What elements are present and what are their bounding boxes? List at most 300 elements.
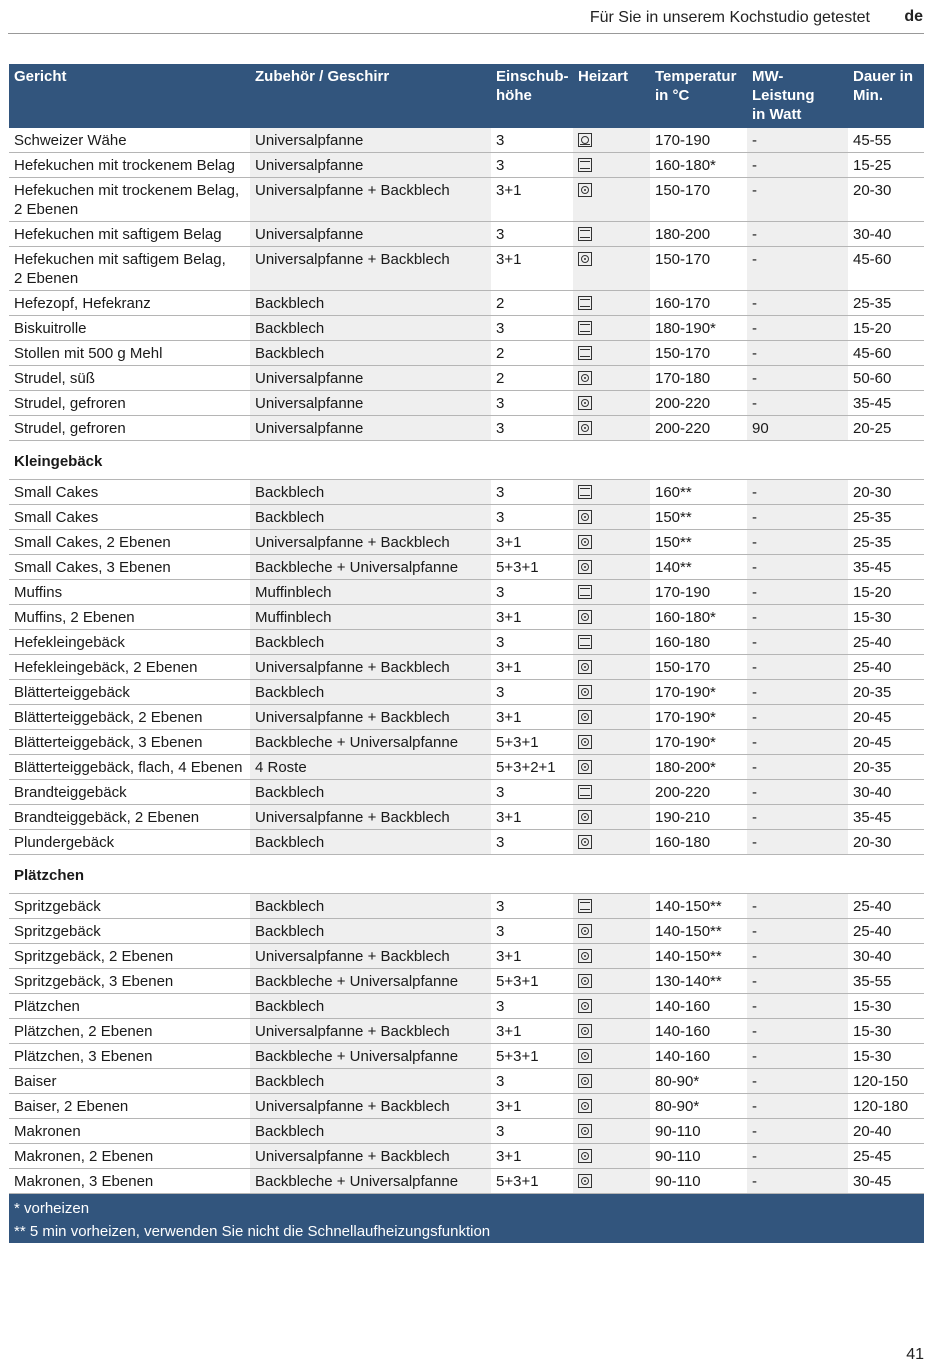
column-duration-cell: 30-45 (848, 1169, 924, 1194)
column-heating-type-cell (573, 969, 650, 994)
column-microwave-power-cell: - (747, 780, 848, 805)
column-duration-cell: 20-45 (848, 705, 924, 730)
column-dish-cell: Hefekuchen mit trockenem Belag (9, 153, 250, 178)
section-heading-row (9, 855, 924, 894)
table-row (9, 291, 924, 316)
pizza-icon (578, 133, 592, 147)
column-heating-type-cell (573, 480, 650, 505)
column-temperature-cell: 200-220 (650, 780, 747, 805)
column-temperature-cell: 90-110 (650, 1169, 747, 1194)
column-duration-cell: 15-30 (848, 1044, 924, 1069)
column-temperature-cell: 140-160 (650, 1044, 747, 1069)
table-row (9, 555, 924, 580)
column-duration-cell: 25-40 (848, 655, 924, 680)
hotair-icon (578, 510, 592, 524)
column-dish-cell: Biskuitrolle (9, 316, 250, 341)
column-microwave-power-cell: - (747, 944, 848, 969)
column-heating-type-cell (573, 128, 650, 153)
table-row (9, 805, 924, 830)
footnote-row (9, 1194, 924, 1244)
column-duration-cell: 25-40 (848, 919, 924, 944)
column-heating-type-cell (573, 894, 650, 919)
hotair-icon (578, 1124, 592, 1138)
column-shelf-level-cell: 3+1 (491, 655, 573, 680)
column-temperature-cell: 170-180 (650, 366, 747, 391)
column-microwave-power-cell: - (747, 705, 848, 730)
table-row (9, 755, 924, 780)
column-duration-cell: 25-35 (848, 291, 924, 316)
column-shelf-level-cell: 3 (491, 316, 573, 341)
hotair-icon (578, 560, 592, 574)
column-microwave-power-cell: - (747, 605, 848, 630)
hotair-icon (578, 949, 592, 963)
topbottom-icon (578, 485, 592, 499)
column-dish-cell: Stollen mit 500 g Mehl (9, 341, 250, 366)
column-dish-cell: Plätzchen, 3 Ebenen (9, 1044, 250, 1069)
footnotes-cell (9, 1194, 924, 1244)
table-header-row (9, 64, 924, 128)
column-microwave-power-cell: - (747, 247, 848, 291)
column-duration-cell: 20-45 (848, 730, 924, 755)
table-row (9, 1169, 924, 1194)
column-dish-cell: Plundergebäck (9, 830, 250, 855)
column-duration-cell: 20-35 (848, 755, 924, 780)
column-heating-type-cell (573, 630, 650, 655)
column-microwave-power-cell: - (747, 630, 848, 655)
column-dish-cell: Small Cakes, 2 Ebenen (9, 530, 250, 555)
column-shelf-level-cell: 3 (491, 153, 573, 178)
column-shelf-level-cell: 2 (491, 366, 573, 391)
column-shelf-level-cell: 5+3+1 (491, 555, 573, 580)
column-duration-cell: 20-30 (848, 178, 924, 222)
column-accessory-cell: Backblech (250, 341, 491, 366)
hotair-icon (578, 760, 592, 774)
column-accessory-cell: Universalpfanne + Backblech (250, 805, 491, 830)
column-heating-type-cell (573, 341, 650, 366)
table-row (9, 1094, 924, 1119)
column-accessory-header: Zubehör / Geschirr (250, 64, 491, 128)
hotair-icon (578, 371, 592, 385)
page-header (0, 8, 950, 30)
column-accessory-cell: Backbleche + Universalpfanne (250, 1169, 491, 1194)
hotair-icon (578, 421, 592, 435)
column-heating-type-cell (573, 1144, 650, 1169)
column-dish-cell: Baiser (9, 1069, 250, 1094)
section-heading: Kleingebäck (9, 441, 924, 480)
column-microwave-power-cell: - (747, 530, 848, 555)
column-heating-type-cell (573, 605, 650, 630)
table-row (9, 391, 924, 416)
hotair-icon (578, 735, 592, 749)
column-duration-cell: 35-45 (848, 391, 924, 416)
column-accessory-cell: Universalpfanne (250, 366, 491, 391)
column-temperature-cell: 170-190* (650, 680, 747, 705)
topbottom-icon (578, 585, 592, 599)
column-duration-cell: 15-30 (848, 1019, 924, 1044)
column-dish-cell: Brandteiggebäck (9, 780, 250, 805)
column-temperature-cell: 160-180 (650, 830, 747, 855)
column-heating-type-cell (573, 153, 650, 178)
hotair-icon (578, 1149, 592, 1163)
table-row (9, 605, 924, 630)
column-heating-type-cell (573, 755, 650, 780)
column-temperature-cell: 170-190* (650, 730, 747, 755)
column-dish-cell: Hefekleingebäck (9, 630, 250, 655)
table-row (9, 919, 924, 944)
column-shelf-level-cell: 2 (491, 291, 573, 316)
page-header-title: Für Sie in unserem Kochstudio getestet (589, 9, 870, 26)
column-temperature-cell: 150-170 (650, 341, 747, 366)
column-shelf-level-cell: 3 (491, 830, 573, 855)
column-accessory-cell: Universalpfanne + Backblech (250, 944, 491, 969)
column-accessory-cell: Universalpfanne + Backblech (250, 1019, 491, 1044)
column-shelf-level-cell: 3+1 (491, 705, 573, 730)
column-duration-cell: 30-40 (848, 222, 924, 247)
column-dish-cell: Small Cakes (9, 480, 250, 505)
column-microwave-power-cell: - (747, 555, 848, 580)
hotair-icon (578, 924, 592, 938)
column-temperature-cell: 150** (650, 530, 747, 555)
column-heating-type-cell (573, 830, 650, 855)
column-temperature-cell: 160-180* (650, 153, 747, 178)
column-heating-type-cell (573, 705, 650, 730)
column-dish-cell: Spritzgebäck (9, 894, 250, 919)
table-row (9, 1019, 924, 1044)
page-number: 41 (906, 1346, 924, 1363)
column-dish-cell: Spritzgebäck, 2 Ebenen (9, 944, 250, 969)
column-microwave-power-cell: - (747, 341, 848, 366)
column-accessory-cell: Muffinblech (250, 605, 491, 630)
column-duration-cell: 25-35 (848, 505, 924, 530)
column-dish-cell: Strudel, süß (9, 366, 250, 391)
column-temperature-cell: 140** (650, 555, 747, 580)
column-microwave-power-cell: - (747, 680, 848, 705)
column-microwave-power-cell: - (747, 1119, 848, 1144)
column-dish-cell: Schweizer Wähe (9, 128, 250, 153)
table-row (9, 580, 924, 605)
column-temperature-cell: 150-170 (650, 247, 747, 291)
column-accessory-cell: Backblech (250, 919, 491, 944)
column-shelf-level-cell: 3 (491, 680, 573, 705)
column-duration-cell: 25-40 (848, 894, 924, 919)
table-body (9, 128, 924, 1194)
column-microwave-power-cell: - (747, 391, 848, 416)
topbottom-icon (578, 346, 592, 360)
column-dish-cell: Hefekuchen mit saftigem Belag (9, 222, 250, 247)
column-dish-cell: Blätterteiggebäck (9, 680, 250, 705)
column-microwave-power-cell: - (747, 580, 848, 605)
column-heating-type-cell (573, 680, 650, 705)
column-shelf-level-cell: 3 (491, 416, 573, 441)
column-heating-type-cell (573, 1069, 650, 1094)
column-microwave-power-cell: - (747, 1019, 848, 1044)
table-row (9, 128, 924, 153)
column-heating-type-cell (573, 1169, 650, 1194)
table-row (9, 247, 924, 291)
column-accessory-cell: Universalpfanne (250, 416, 491, 441)
table-row (9, 780, 924, 805)
column-duration-cell: 20-25 (848, 416, 924, 441)
column-duration-cell: 25-45 (848, 1144, 924, 1169)
column-duration-cell: 50-60 (848, 366, 924, 391)
footnote-preheat: * vorheizen (14, 1200, 90, 1217)
column-duration-cell: 35-45 (848, 805, 924, 830)
column-microwave-power-header: MW-Leistung in Watt (747, 64, 848, 128)
column-microwave-power-cell: - (747, 894, 848, 919)
column-heating-type-cell (573, 505, 650, 530)
column-microwave-power-cell: - (747, 730, 848, 755)
column-shelf-level-cell: 3+1 (491, 247, 573, 291)
column-microwave-power-cell: - (747, 505, 848, 530)
table-row (9, 830, 924, 855)
column-accessory-cell: Backblech (250, 630, 491, 655)
column-duration-cell: 15-30 (848, 994, 924, 1019)
column-duration-cell: 120-180 (848, 1094, 924, 1119)
column-accessory-cell: Backblech (250, 505, 491, 530)
column-shelf-level-cell: 3 (491, 630, 573, 655)
column-temperature-cell: 150** (650, 505, 747, 530)
column-shelf-level-cell: 3 (491, 480, 573, 505)
column-accessory-cell: Backblech (250, 994, 491, 1019)
hotair-icon (578, 610, 592, 624)
column-dish-cell: Small Cakes, 3 Ebenen (9, 555, 250, 580)
column-dish-cell: Baiser, 2 Ebenen (9, 1094, 250, 1119)
column-dish-cell: Small Cakes (9, 505, 250, 530)
column-duration-cell: 15-20 (848, 316, 924, 341)
column-accessory-cell: Universalpfanne + Backblech (250, 705, 491, 730)
hotair-icon (578, 1049, 592, 1063)
column-microwave-power-cell: - (747, 366, 848, 391)
column-microwave-power-cell: - (747, 316, 848, 341)
table-row (9, 153, 924, 178)
column-microwave-power-cell: 90 (747, 416, 848, 441)
column-dish-cell: Plätzchen, 2 Ebenen (9, 1019, 250, 1044)
column-shelf-level-cell: 3 (491, 222, 573, 247)
column-accessory-cell: Backbleche + Universalpfanne (250, 969, 491, 994)
hotair-icon (578, 252, 592, 266)
table-row (9, 1069, 924, 1094)
hotair-icon (578, 1074, 592, 1088)
column-dish-cell: Hefekleingebäck, 2 Ebenen (9, 655, 250, 680)
column-duration-cell: 20-30 (848, 480, 924, 505)
table-row (9, 1144, 924, 1169)
column-microwave-power-cell: - (747, 655, 848, 680)
column-temperature-cell: 90-110 (650, 1119, 747, 1144)
column-shelf-level-cell: 3 (491, 780, 573, 805)
column-accessory-cell: Universalpfanne + Backblech (250, 655, 491, 680)
topbottom-icon (578, 296, 592, 310)
column-temperature-cell: 90-110 (650, 1144, 747, 1169)
table-row (9, 680, 924, 705)
column-microwave-power-cell: - (747, 1094, 848, 1119)
column-microwave-power-cell: - (747, 830, 848, 855)
column-shelf-level-cell: 3 (491, 128, 573, 153)
column-shelf-level-cell: 5+3+1 (491, 1169, 573, 1194)
column-dish-header: Gericht (9, 64, 250, 128)
column-temperature-cell: 140-150** (650, 944, 747, 969)
column-microwave-power-cell: - (747, 755, 848, 780)
column-dish-cell: Plätzchen (9, 994, 250, 1019)
column-dish-cell: Blätterteiggebäck, 2 Ebenen (9, 705, 250, 730)
column-temperature-cell: 180-200 (650, 222, 747, 247)
column-temperature-cell: 140-150** (650, 919, 747, 944)
table-row (9, 730, 924, 755)
column-heating-type-cell (573, 805, 650, 830)
column-heating-type-cell (573, 555, 650, 580)
column-shelf-level-cell: 3+1 (491, 944, 573, 969)
column-heating-type-cell (573, 1094, 650, 1119)
hotair-icon (578, 396, 592, 410)
column-shelf-level-cell: 3 (491, 994, 573, 1019)
column-heating-type-cell (573, 780, 650, 805)
column-heating-type-cell (573, 994, 650, 1019)
table-row (9, 316, 924, 341)
column-duration-cell: 30-40 (848, 944, 924, 969)
column-duration-cell: 15-25 (848, 153, 924, 178)
table-row (9, 530, 924, 555)
column-shelf-level-cell: 3 (491, 894, 573, 919)
column-accessory-cell: Backblech (250, 291, 491, 316)
hotair-icon (578, 999, 592, 1013)
column-shelf-level-cell: 3 (491, 391, 573, 416)
table-row (9, 480, 924, 505)
column-shelf-level-cell: 5+3+1 (491, 730, 573, 755)
column-heating-type-cell (573, 366, 650, 391)
topbottom-icon (578, 785, 592, 799)
column-shelf-level-cell: 3 (491, 580, 573, 605)
column-microwave-power-cell: - (747, 994, 848, 1019)
column-heating-type-cell (573, 1119, 650, 1144)
column-shelf-level-cell: 3+1 (491, 178, 573, 222)
baking-table (9, 64, 924, 1243)
column-shelf-level-cell: 2 (491, 341, 573, 366)
column-shelf-level-cell: 3+1 (491, 605, 573, 630)
table-row (9, 1119, 924, 1144)
hotair-icon (578, 974, 592, 988)
column-dish-cell: Strudel, gefroren (9, 416, 250, 441)
column-shelf-level-cell: 3+1 (491, 1144, 573, 1169)
column-accessory-cell: Universalpfanne + Backblech (250, 530, 491, 555)
column-shelf-level-header: Einschub- höhe (491, 64, 573, 128)
column-accessory-cell: Universalpfanne (250, 222, 491, 247)
column-accessory-cell: Backblech (250, 1119, 491, 1144)
column-microwave-power-cell: - (747, 969, 848, 994)
column-temperature-cell: 140-160 (650, 1019, 747, 1044)
hotair-icon (578, 1099, 592, 1113)
column-shelf-level-cell: 3 (491, 1119, 573, 1144)
column-accessory-cell: Backbleche + Universalpfanne (250, 730, 491, 755)
column-heating-type-cell (573, 655, 650, 680)
table-row (9, 944, 924, 969)
column-dish-cell: Spritzgebäck, 3 Ebenen (9, 969, 250, 994)
header-divider (8, 33, 924, 34)
column-accessory-cell: Backbleche + Universalpfanne (250, 1044, 491, 1069)
column-microwave-power-cell: - (747, 222, 848, 247)
column-dish-cell: Hefekuchen mit saftigem Belag, 2 Ebenen (9, 247, 250, 291)
column-shelf-level-cell: 5+3+2+1 (491, 755, 573, 780)
column-shelf-level-cell: 5+3+1 (491, 969, 573, 994)
column-shelf-level-cell: 3+1 (491, 530, 573, 555)
column-duration-cell: 45-60 (848, 341, 924, 366)
column-shelf-level-cell: 5+3+1 (491, 1044, 573, 1069)
hotair-icon (578, 183, 592, 197)
column-temperature-header: Temperatur in °C (650, 64, 747, 128)
column-microwave-power-cell: - (747, 291, 848, 316)
table-row (9, 705, 924, 730)
column-duration-header: Dauer in Min. (848, 64, 924, 128)
topbottom-icon (578, 899, 592, 913)
column-temperature-cell: 180-200* (650, 755, 747, 780)
column-shelf-level-cell: 3 (491, 919, 573, 944)
column-accessory-cell: Universalpfanne + Backblech (250, 247, 491, 291)
column-duration-cell: 15-20 (848, 580, 924, 605)
column-shelf-level-cell: 3+1 (491, 1019, 573, 1044)
column-temperature-cell: 170-190* (650, 705, 747, 730)
column-accessory-cell: Universalpfanne (250, 153, 491, 178)
column-temperature-cell: 200-220 (650, 416, 747, 441)
column-temperature-cell: 160-170 (650, 291, 747, 316)
table-row (9, 366, 924, 391)
section-heading: Plätzchen (9, 855, 924, 894)
column-heating-type-cell (573, 247, 650, 291)
table-row (9, 222, 924, 247)
table-row (9, 655, 924, 680)
column-heating-type-cell (573, 1044, 650, 1069)
column-dish-cell: Brandteiggebäck, 2 Ebenen (9, 805, 250, 830)
column-duration-cell: 45-55 (848, 128, 924, 153)
column-accessory-cell: Backblech (250, 830, 491, 855)
table-row (9, 994, 924, 1019)
column-duration-cell: 15-30 (848, 605, 924, 630)
column-dish-cell: Makronen (9, 1119, 250, 1144)
column-dish-cell: Hefekuchen mit trockenem Belag, 2 Ebenen (9, 178, 250, 222)
column-temperature-cell: 160-180 (650, 630, 747, 655)
column-microwave-power-cell: - (747, 805, 848, 830)
column-heating-type-cell (573, 316, 650, 341)
table-row (9, 505, 924, 530)
column-dish-cell: Makronen, 2 Ebenen (9, 1144, 250, 1169)
column-microwave-power-cell: - (747, 153, 848, 178)
column-dish-cell: Hefezopf, Hefekranz (9, 291, 250, 316)
table-row (9, 178, 924, 222)
column-accessory-cell: Backblech (250, 480, 491, 505)
column-heating-type-cell (573, 222, 650, 247)
column-dish-cell: Muffins, 2 Ebenen (9, 605, 250, 630)
column-duration-cell: 25-35 (848, 530, 924, 555)
column-microwave-power-cell: - (747, 919, 848, 944)
column-temperature-cell: 190-210 (650, 805, 747, 830)
column-dish-cell: Makronen, 3 Ebenen (9, 1169, 250, 1194)
column-temperature-cell: 170-190 (650, 128, 747, 153)
column-temperature-cell: 160-180* (650, 605, 747, 630)
column-heating-type-cell (573, 530, 650, 555)
section-heading-row (9, 441, 924, 480)
column-temperature-cell: 80-90* (650, 1069, 747, 1094)
column-heating-type-header: Heizart (573, 64, 650, 128)
column-accessory-cell: Universalpfanne + Backblech (250, 178, 491, 222)
table-row (9, 341, 924, 366)
column-accessory-cell: Universalpfanne (250, 128, 491, 153)
column-accessory-cell: Backblech (250, 1069, 491, 1094)
hotair-icon (578, 1174, 592, 1188)
column-dish-cell: Muffins (9, 580, 250, 605)
column-duration-cell: 30-40 (848, 780, 924, 805)
column-duration-cell: 20-40 (848, 1119, 924, 1144)
column-heating-type-cell (573, 730, 650, 755)
column-heating-type-cell (573, 919, 650, 944)
column-temperature-cell: 140-160 (650, 994, 747, 1019)
column-shelf-level-cell: 3+1 (491, 805, 573, 830)
